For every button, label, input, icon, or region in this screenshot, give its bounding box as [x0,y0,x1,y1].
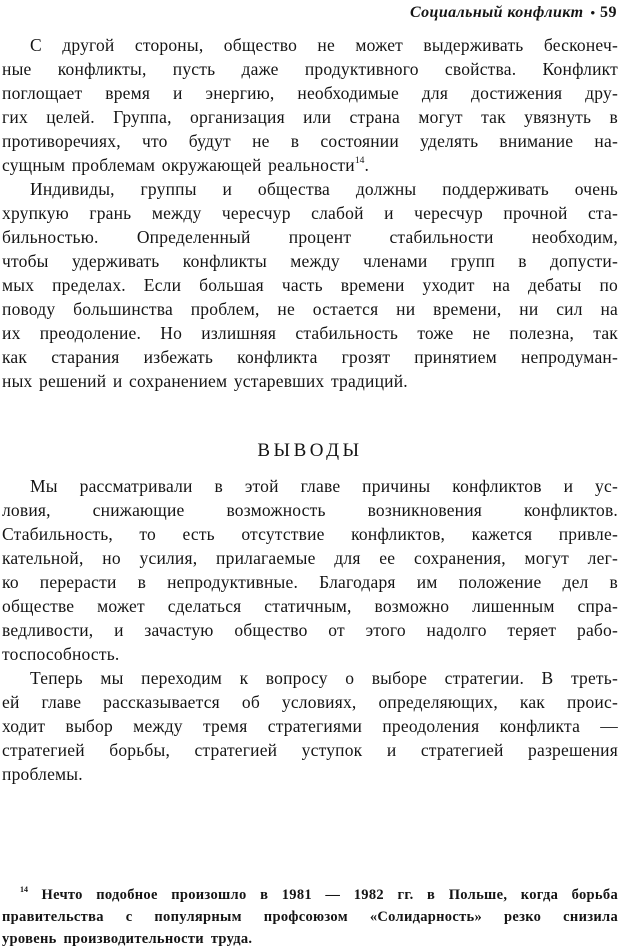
text-line: ходит выбор между тремя стратегиями преодоления конфликта — [2,716,618,736]
text-line: чтобы удерживать конфликты между членами групп в допусти- [2,251,618,271]
paragraph-3 [2,474,618,666]
text-line: сущным проблемам окружающей реальности$^{14}$. [2,155,370,175]
text-line: как старания избежать конфликта грозят принятием непродуман- [2,347,618,367]
text-line: кательной, но усилия, прилагаемые для ее сохранения, могут лег- [2,548,618,568]
text-line: поглощает время и энергию, необходимые для достижения дру- [2,83,618,103]
text-line: ей главе рассказывается об условиях, определяющих, как проис- [2,692,618,712]
text-line: Стабильность, то есть отсутствие конфликтов, кажется привле- [2,524,618,544]
text-line: Индивиды, группы и общества должны поддерживать очень [30,179,618,199]
text-line: мых пределах. Если большая часть времени уходит на дебаты по [2,275,618,295]
text-line: проблемы. [2,764,83,784]
text-line: гих целей. Группа, организация или страна могут так увязнуть в [2,107,618,127]
text-line: Теперь мы переходим к вопросу о выборе стратегии. В треть- [30,668,618,688]
text-line: ко перерасти в непродуктивные. Благодаря им положение дел в [2,572,618,592]
text-line: $^{14}$ Нечто подобное произошло в 1981 — 1982 гг. в Польше, когда борьба [20,885,618,903]
text-line: ведливости, и зачастую общество от этого надолго теряет рабо- [2,620,618,640]
text-line: С другой стороны, общество не может выдерживать бесконеч- [30,35,618,55]
text-line: поводу большинства проблем, не остается ни времени, ни сил на [2,299,618,319]
text-line: правительства с популярным профсоюзом «Солидарность» резко снизила [2,909,618,925]
bullet-separator: • [590,5,595,20]
running-header-title: Социальный конфликт [409,4,584,21]
page-number: 59 [600,4,617,21]
paragraph-1 [2,33,618,177]
text-line: противоречиях, что будут не в состоянии уделять внимание на- [2,131,618,151]
text-line: бильностью. Определенный процент стабильности необходим, [2,227,618,247]
text-line: их преодоление. Но излишняя стабильность тоже не полезна, так [2,323,618,343]
footnote [2,884,618,950]
text-line: ные конфликты, пусть даже продуктивного свойства. Конфликт [2,59,618,79]
body-text-block-1 [2,33,618,393]
text-line: обществе может сделаться статичным, возможно лишенным спра- [2,596,618,616]
paragraph-4 [2,666,618,786]
footnote-marker: 14 [354,155,365,167]
running-header [2,3,617,23]
footnote-marker: 14 [20,885,28,895]
text-line: тоспособность. [2,644,120,664]
text-line: хрупкую грань между чересчур слабой и чересчур прочной ста- [2,203,618,223]
text-line: Мы рассматривали в этой главе причины конфликтов и ус- [30,476,618,496]
paragraph-2 [2,177,618,393]
text-line: ловия, снижающие возможность возникновения конфликтов. [2,500,618,520]
body-text-block-2 [2,474,618,786]
text-line: уровень производительности труда. [2,931,253,947]
text-line: стратегией борьбы, стратегией уступок и стратегией разрешения [2,740,618,760]
section-heading: ВЫВОДЫ [257,440,363,461]
text-line: ных решений и сохранением устаревших традиций. [2,371,408,391]
